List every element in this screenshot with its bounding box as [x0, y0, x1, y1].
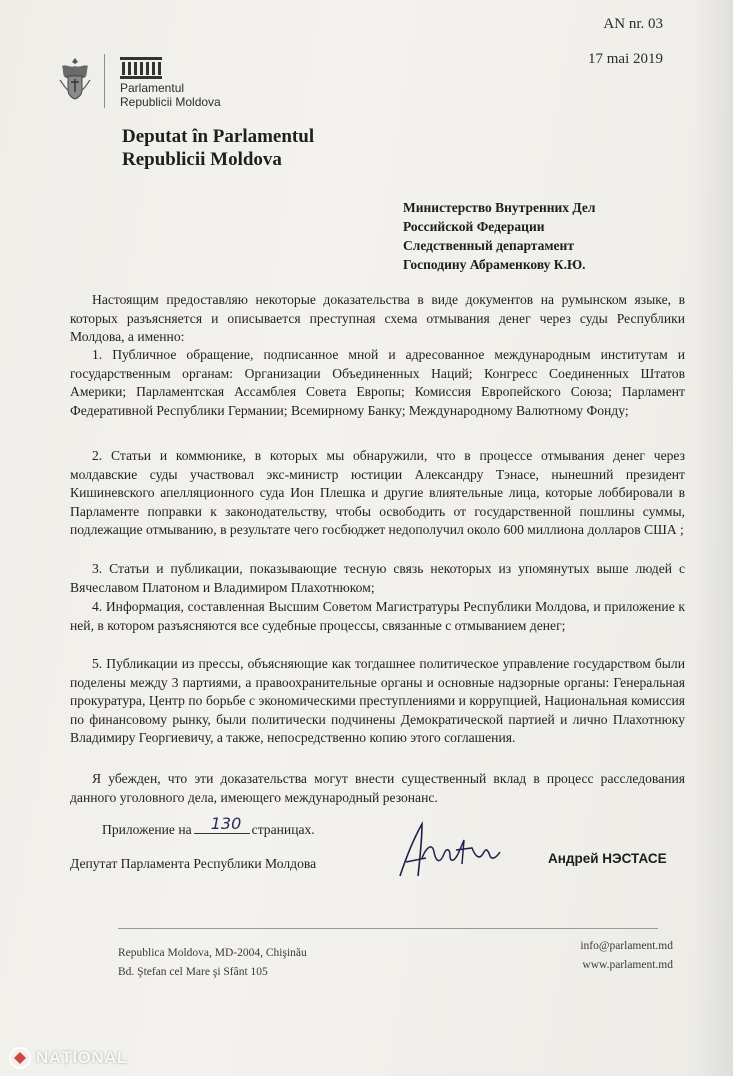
national-logo-icon	[8, 1046, 32, 1070]
footer-website: www.parlament.md	[582, 959, 673, 971]
evidence-item-1: 1. Публичное обращение, подписанное мной и адресованное международным институтам и государственным органам: Организации Объединенных Наций; Конгресс Соединенных Штатов Америки; Парламентская Ассамблея Совета Европы; Комиссия Европейского Союза; Парламент Федеративной Республики Германии; Всемирному Банку; Международному Валютному Фонду;	[70, 347, 685, 418]
evidence-item-3: 3. Статьи и публикации, показывающие тесную связь некоторых из упомянутых выше людей с Вячеславом Платоном и Владимиром Плахотнюком;	[70, 561, 685, 595]
addressee-line: Следственный департамент	[403, 238, 574, 253]
footer-contacts	[580, 937, 673, 975]
heading-line-2: Republicii Moldova	[122, 149, 282, 170]
logo-line-1: Parlamentul	[120, 81, 185, 95]
attachment-prefix: Приложение на	[102, 822, 192, 837]
coat-of-arms-icon	[58, 56, 92, 102]
page-shadow	[693, 0, 733, 1076]
footer-address	[118, 944, 307, 982]
parliament-building-icon	[120, 57, 162, 79]
reference-number: AN nr. 03	[603, 16, 663, 32]
evidence-item-4: 4. Информация, составленная Высшим Советом Магистратуры Республики Молдова, и приложение к ней, в котором разъясняются все судебные процессы, связанные с отмыванием денег;	[70, 599, 685, 633]
addressee-line: Российской Федерации	[403, 219, 545, 234]
attachment-suffix: страницах.	[251, 822, 315, 837]
evidence-item-2: 2. Статьи и коммюнике, в которых мы обнаружили, что в процессе отмывания денег через молдавские суды участвовал экс-министр юстиции Александру Тэнасе, нынешний президент Кишиневского апелляционного суда Ион Плешка и другие влиятельные лица, которые лоббировали в Парламенте поправки к законодательству, чтобы освободить от государственной пошлины суммы, подлежащие отмыванию, в результате чего госбюджет недополучил около 600 миллиона долларов США ;	[70, 448, 685, 537]
reference-block	[588, 16, 663, 78]
handwritten-signature	[392, 818, 512, 884]
parliament-logo-text	[120, 81, 221, 109]
document-date: 17 mai 2019	[588, 51, 663, 67]
watermark-text: NAȚIONAL	[36, 1048, 128, 1067]
logo-divider	[104, 54, 105, 108]
handwritten-page-count: 130	[210, 814, 242, 833]
footer-address-line-1: Republica Moldova, MD-2004, Chişinău	[118, 947, 307, 959]
watermark	[8, 1046, 128, 1070]
conclusion-paragraph: Я убежден, что эти доказательства могут внести существенный вклад в процесс расследования данного уголовного дела, имеющего международный резонанс.	[70, 771, 685, 805]
addressee-line: Господину Абраменкову К.Ю.	[403, 257, 586, 272]
footer-divider	[118, 928, 658, 929]
attachment-fill-line	[194, 833, 250, 834]
signer-title: Депутат Парламента Республики Молдова	[70, 856, 317, 871]
addressee-block	[403, 198, 595, 274]
footer-email: info@parlament.md	[580, 940, 673, 952]
addressee-line: Министерство Внутренних Дел	[403, 200, 596, 215]
signer-name: Андрей НЭСТАСЕ	[548, 851, 667, 866]
evidence-item-5: 5. Публикации из прессы, объясняющие как тогдашнее политическое управление государством были поделены между 3 партиями, а правоохранительные органы и основные надзорные органы: Генеральная прокуратура, Центр по борьбе с экономическими преступлениями и коррупцией, Национальная комиссия по финансовому рынку, были политически подчинены Демократической партией и лично Плахотнюку Владимиру Георгиевичу, а также, непосредственно копию этого соглашения.	[70, 656, 685, 745]
heading-line-1: Deputat în Parlamentul	[122, 126, 315, 147]
footer-address-line-2: Bd. Ştefan cel Mare şi Sfânt 105	[118, 966, 268, 978]
deputy-heading	[122, 125, 314, 171]
intro-paragraph: Настоящим предоставляю некоторые доказательства в виде документов на румынском языке, в которых разъясняется и описывается преступная схема отмывания денег через суды Республики Молдова, а именно:	[70, 292, 685, 344]
logo-line-2: Republicii Moldova	[120, 95, 221, 109]
